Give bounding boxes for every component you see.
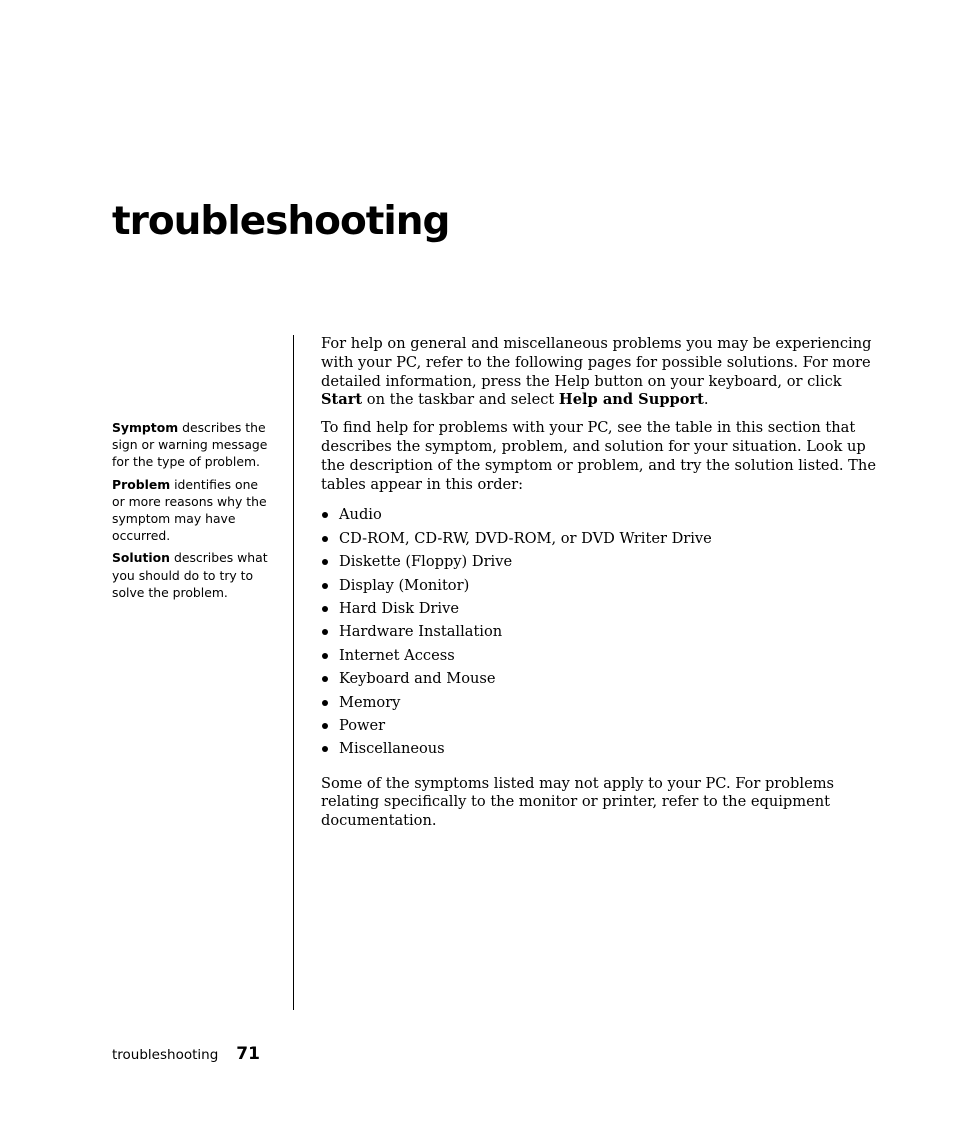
- intro-text: .: [703, 391, 709, 409]
- definition-solution: [112, 549, 270, 601]
- definition-term: Problem: [112, 476, 171, 492]
- start-label: Start: [321, 391, 363, 409]
- definition-problem: [112, 476, 270, 545]
- list-item: Power: [321, 714, 876, 737]
- list-item: Display (Monitor): [321, 574, 876, 597]
- intro-paragraph: [321, 335, 876, 410]
- definition-text: describes the sign or warning message for the type of problem.: [112, 420, 268, 470]
- intro-text: on the taskbar and select: [362, 391, 559, 409]
- definition-term: Symptom: [112, 420, 179, 435]
- list-item: Keyboard and Mouse: [321, 667, 876, 690]
- tables-paragraph: To find help for problems with your PC, see the table in this section that describes the symptom, problem, and solution for your situation. Look up the description of the symptom or problem, and try the solution listed. The tables appear in this order:: [321, 419, 876, 493]
- page-title: troubleshooting: [112, 199, 450, 244]
- intro-text: For help on general and miscellaneous problems you may be experiencing with your PC, refer to the following pages for possible solutions. For more detailed information, press the Help button on your keyboard, or click: [321, 335, 872, 390]
- column-divider: [293, 335, 294, 1010]
- definition-symptom: [112, 419, 270, 471]
- list-item: Miscellaneous: [321, 737, 876, 760]
- list-item: Audio: [321, 503, 876, 526]
- closing-paragraph: Some of the symptoms listed may not apply to your PC. For problems relating specifically to the monitor or printer, refer to the equipment documentation.: [321, 774, 835, 830]
- definition-text: describes what you should do to try to solve the problem.: [112, 550, 268, 600]
- definition-text: identifies one or more reasons why the symptom may have occurred.: [112, 476, 267, 544]
- list-item: Internet Access: [321, 644, 876, 667]
- sidebar-definitions: [112, 419, 270, 606]
- page-number: 71: [236, 1044, 260, 1064]
- definition-term: Solution: [112, 550, 171, 566]
- list-item: Hard Disk Drive: [321, 597, 876, 620]
- help-support-label: Help and Support: [558, 391, 704, 409]
- footer-section: troubleshooting: [112, 1047, 219, 1063]
- page-footer: [112, 1042, 260, 1067]
- topic-list: [321, 503, 876, 760]
- list-item: Hardware Installation: [321, 620, 876, 643]
- list-item: Diskette (Floppy) Drive: [321, 550, 876, 573]
- main-content: [321, 335, 876, 840]
- list-item: Memory: [321, 691, 876, 714]
- list-item: CD-ROM, CD-RW, DVD-ROM, or DVD Writer Drive: [321, 527, 876, 550]
